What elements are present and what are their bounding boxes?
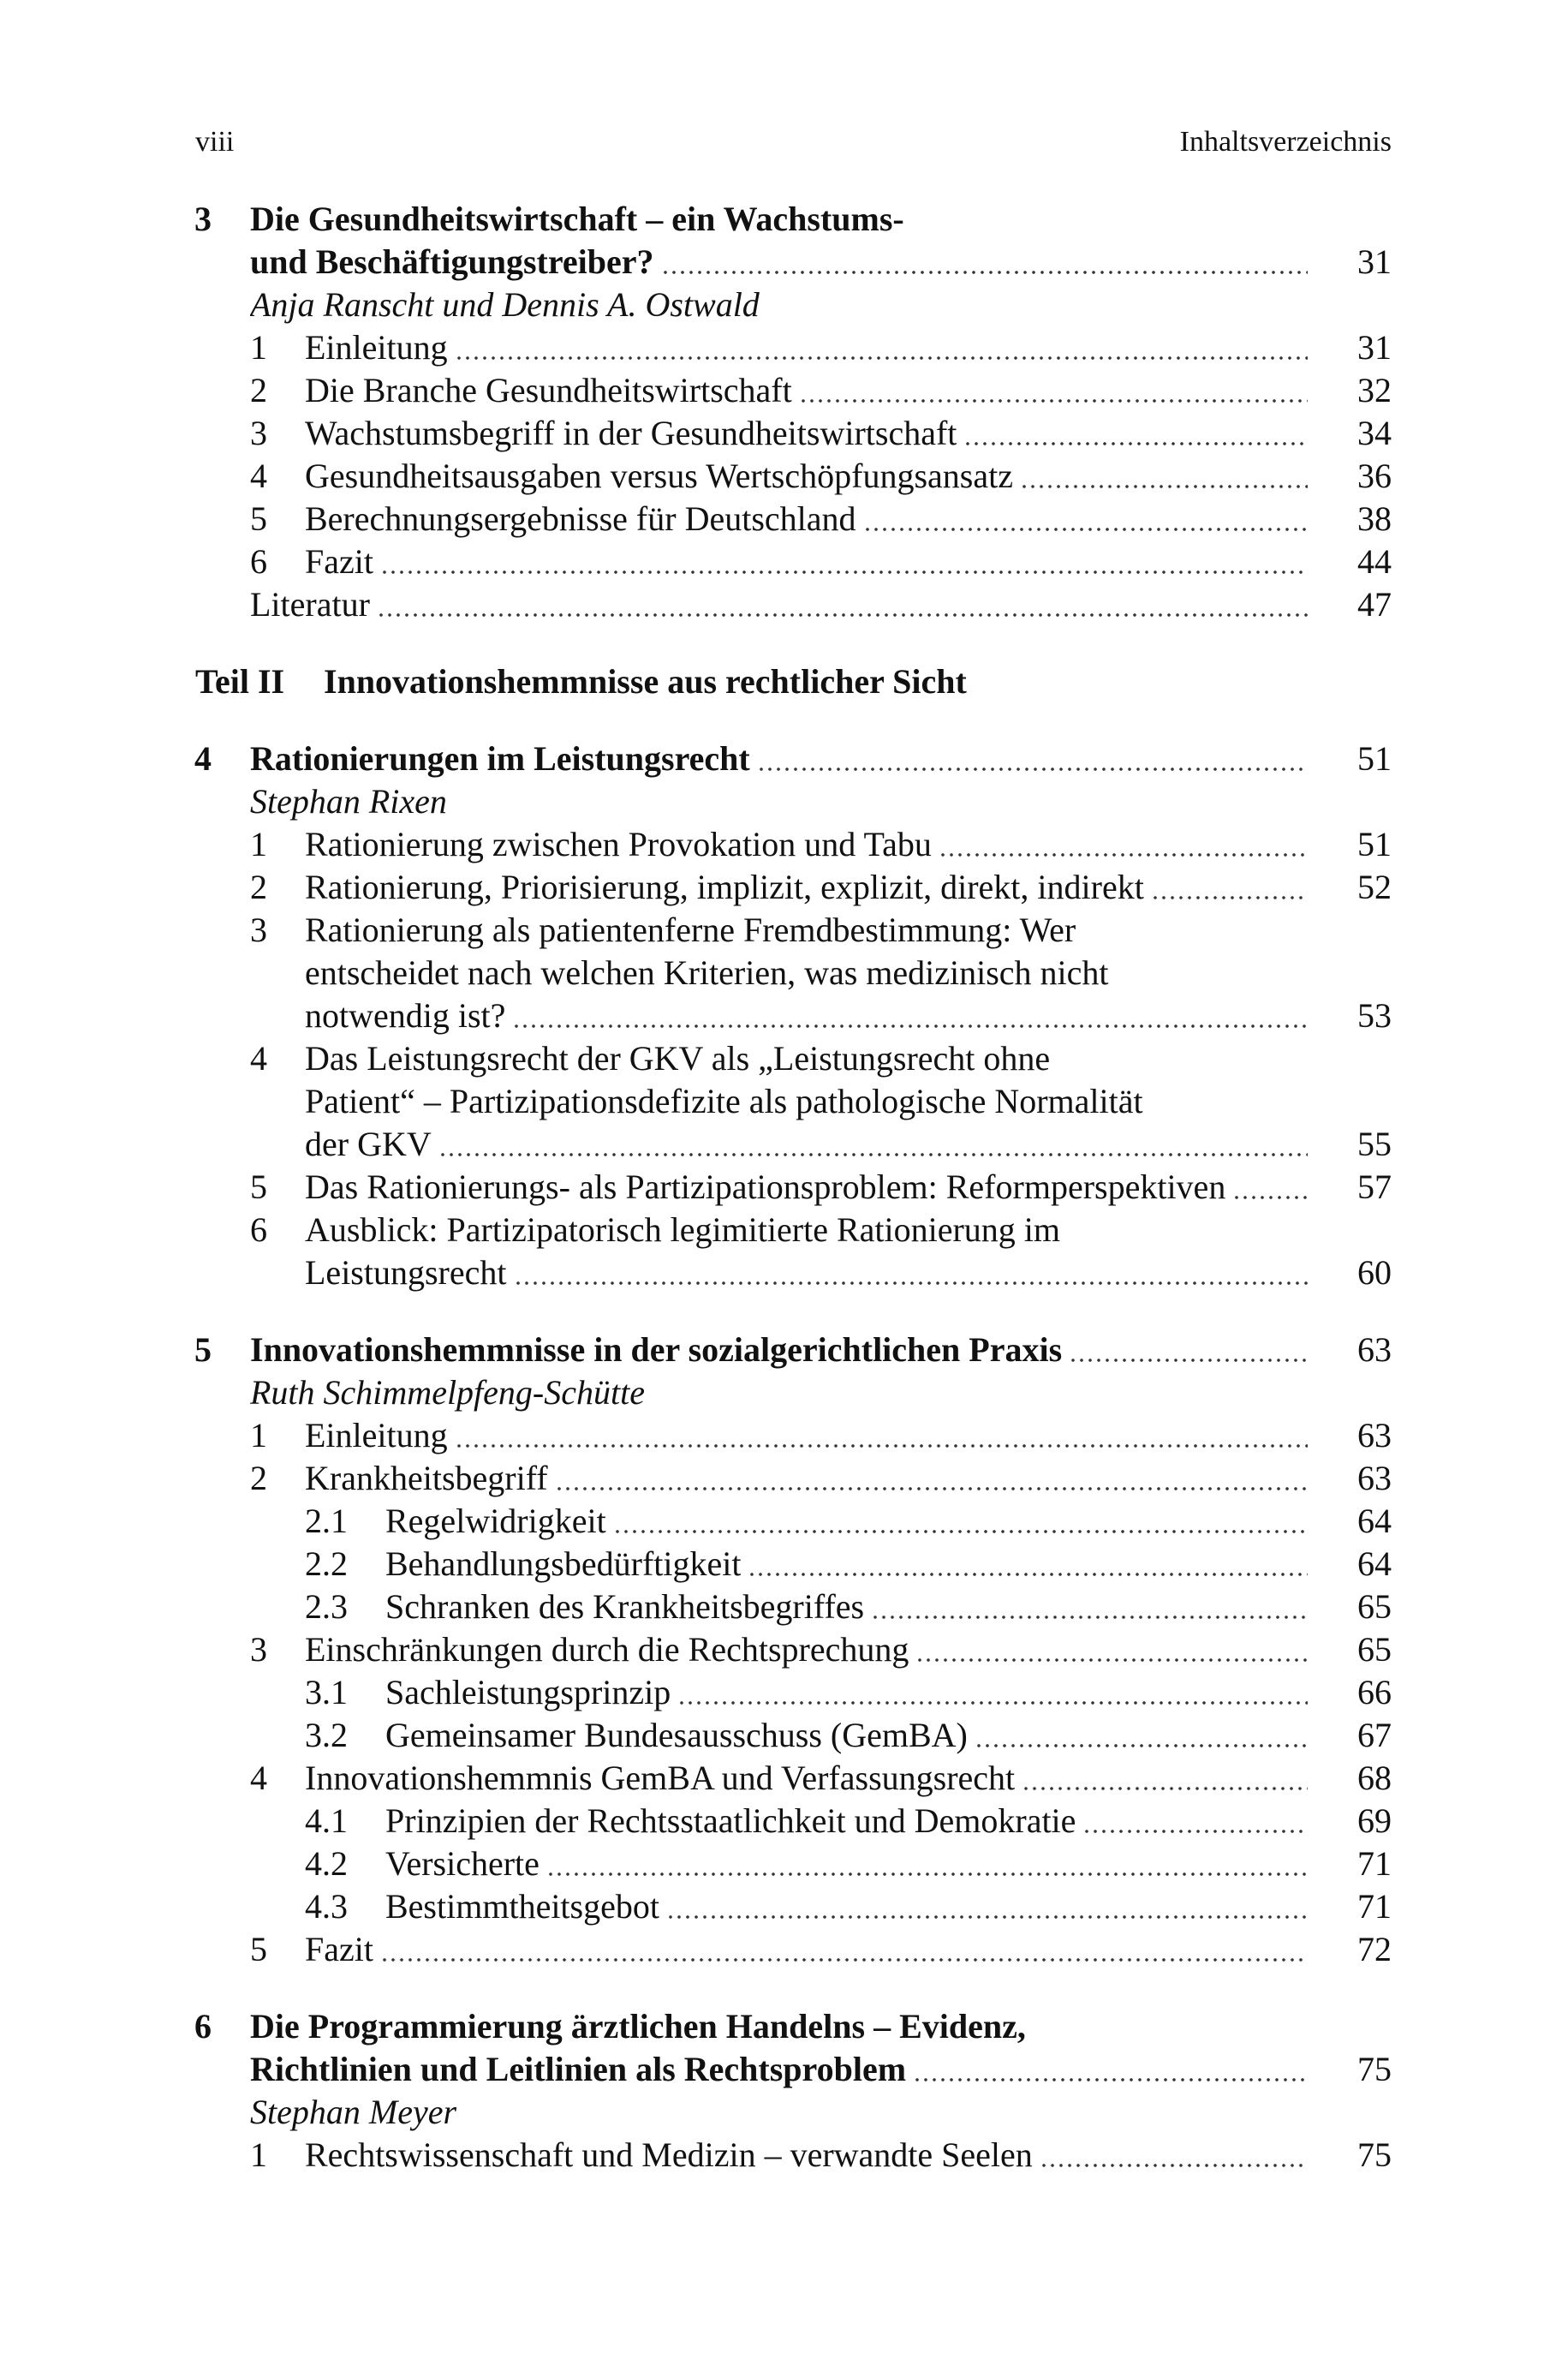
dot-leader xyxy=(799,385,1308,403)
dot-leader xyxy=(380,1944,1308,1962)
toc-subentry[interactable]: 3.1 Sachleistungsprinzip 66 xyxy=(250,1670,1392,1715)
chapter-number: 3 xyxy=(194,200,212,238)
toc-entry-line1[interactable]: 4 Das Leistungsrecht der GKV als „Leistungsrecht ohne xyxy=(250,1039,1051,1078)
toc-entry-line3[interactable]: der GKV 55 xyxy=(250,1122,1392,1167)
chapter-5-authors: Ruth Schimmelpfeng-Schütte xyxy=(250,1373,645,1412)
toc-entry[interactable]: 1 Rechtswissenschaft und Medizin – verwandte Seelen 75 xyxy=(250,2133,1392,2177)
dot-leader xyxy=(546,1859,1308,1876)
dot-leader xyxy=(1082,1816,1308,1833)
page-ref: 69 xyxy=(1357,1801,1392,1840)
dot-leader xyxy=(377,600,1308,617)
chapter-3-title-line2[interactable]: und Beschäftigungstreiber? 31 xyxy=(250,240,1392,284)
part-title[interactable]: Innovationshemmnisse aus rechtlicher Sicht xyxy=(324,662,967,701)
dot-leader xyxy=(555,1473,1308,1490)
page-ref: 66 xyxy=(1357,1673,1392,1711)
page-ref: 71 xyxy=(1357,1887,1392,1926)
page-ref: 32 xyxy=(1357,371,1392,409)
page-ref: 31 xyxy=(1357,328,1392,367)
page-ref: 64 xyxy=(1357,1544,1392,1583)
dot-leader xyxy=(1151,882,1308,899)
page-ref: 65 xyxy=(1357,1630,1392,1669)
dot-leader xyxy=(677,1687,1308,1705)
page-ref: 65 xyxy=(1357,1587,1392,1626)
page-ref: 75 xyxy=(1357,2135,1392,2174)
toc-entry[interactable]: 6 Fazit 44 xyxy=(250,540,1392,584)
toc-entry[interactable]: 4 Gesundheitsausgaben versus Wertschöpfungsansatz 36 xyxy=(250,454,1392,499)
chapter-3-authors: Anja Ranscht und Dennis A. Ostwald xyxy=(250,285,760,324)
toc-subentry[interactable]: 4.3 Bestimmtheitsgebot 71 xyxy=(250,1884,1392,1929)
running-title: Inhaltsverzeichnis xyxy=(1179,126,1392,158)
chapter-6-title-line2[interactable]: Richtlinien und Leitlinien als Rechtsproblem 75 xyxy=(250,2047,1392,2092)
toc-entry-line2[interactable]: Patient“ – Partizipationsdefizite als pathologische Normalität xyxy=(305,1082,1143,1120)
page-ref: 51 xyxy=(1357,739,1392,778)
dot-leader xyxy=(1020,471,1308,488)
toc-entry-literature[interactable]: Literatur 47 xyxy=(250,582,1392,627)
dot-leader xyxy=(975,1730,1308,1747)
toc-entry[interactable]: 1 Einleitung 31 xyxy=(250,325,1392,370)
dot-leader xyxy=(455,1430,1308,1448)
toc-subentry[interactable]: 2.2 Behandlungsbedürftigkeit 64 xyxy=(250,1542,1392,1586)
chapter-number: 4 xyxy=(194,739,212,778)
dot-leader xyxy=(455,343,1308,360)
dot-leader xyxy=(666,1902,1308,1919)
page-header xyxy=(195,125,1392,159)
toc-entry[interactable]: 1 Einleitung 63 xyxy=(250,1413,1392,1458)
dot-leader xyxy=(514,1268,1309,1285)
dot-leader xyxy=(1022,1773,1308,1790)
page-ref: 36 xyxy=(1357,457,1392,495)
toc-subentry[interactable]: 4.2 Versicherte 71 xyxy=(250,1842,1392,1886)
dot-leader xyxy=(748,1559,1308,1576)
page-ref: 72 xyxy=(1357,1930,1392,1968)
toc-entry[interactable]: 2 Rationierung, Priorisierung, implizit, explizit, direkt, indirekt 52 xyxy=(250,865,1392,910)
dot-leader xyxy=(380,557,1308,574)
toc-entry[interactable]: 3 Wachstumsbegriff in der Gesundheitswirtschaft 34 xyxy=(250,411,1392,456)
toc-entry-line2[interactable]: Leistungsrecht 60 xyxy=(250,1251,1392,1295)
chapter-number: 6 xyxy=(194,2007,212,2046)
toc-entry[interactable]: 2 Die Branche Gesundheitswirtschaft 32 xyxy=(250,368,1392,413)
toc-entry-line1[interactable]: 3 Rationierung als patientenferne Fremdbestimmung: Wer xyxy=(250,911,1076,949)
page-ref: 60 xyxy=(1357,1253,1392,1292)
dot-leader xyxy=(871,1602,1308,1619)
dot-leader xyxy=(438,1139,1308,1156)
toc-entry[interactable]: 1 Rationierung zwischen Provokation und Tabu 51 xyxy=(250,822,1392,867)
dot-leader xyxy=(1040,2150,1308,2167)
chapter-6-title-line1[interactable]: 6 Die Programmierung ärztlichen Handelns – Evidenz, xyxy=(250,2004,1392,2049)
page-ref: 31 xyxy=(1357,242,1392,281)
toc-entry[interactable]: 3 Einschränkungen durch die Rechtsprechung 65 xyxy=(250,1627,1392,1672)
toc-entry[interactable]: 5 Das Rationierungs- als Partizipationsproblem: Reformperspektiven 57 xyxy=(250,1165,1392,1209)
toc-subentry[interactable]: 3.2 Gemeinsamer Bundesausschuss (GemBA) 67 xyxy=(250,1713,1392,1758)
page-ref: 57 xyxy=(1357,1168,1392,1206)
chapter-number: 5 xyxy=(194,1330,212,1369)
toc-subentry[interactable]: 2.1 Regelwidrigkeit 64 xyxy=(250,1499,1392,1544)
page-ref: 64 xyxy=(1357,1502,1392,1540)
page-ref: 63 xyxy=(1357,1416,1392,1454)
dot-leader xyxy=(915,1645,1308,1662)
page-ref: 68 xyxy=(1357,1759,1392,1797)
page-ref: 55 xyxy=(1357,1125,1392,1163)
dot-leader xyxy=(913,2064,1308,2081)
dot-leader xyxy=(963,428,1308,445)
toc-entry[interactable]: 4 Innovationshemmnis GemBA und Verfassungsrecht 68 xyxy=(250,1756,1392,1801)
page-ref: 71 xyxy=(1357,1844,1392,1883)
dot-leader xyxy=(1069,1345,1308,1362)
dot-leader xyxy=(863,514,1308,531)
toc-entry[interactable]: 5 Fazit 72 xyxy=(250,1927,1392,1972)
page-ref: 67 xyxy=(1357,1716,1392,1754)
dot-leader xyxy=(512,1011,1308,1028)
page-ref: 47 xyxy=(1357,585,1392,624)
dot-leader xyxy=(1232,1182,1308,1199)
chapter-5-title[interactable]: 5 Innovationshemmnisse in der sozialgerichtlichen Praxis 63 xyxy=(250,1328,1392,1372)
toc-subentry[interactable]: 4.1 Prinzipien der Rechtsstaatlichkeit und Demokratie 69 xyxy=(250,1799,1392,1843)
toc-subentry[interactable]: 2.3 Schranken des Krankheitsbegriffes 65 xyxy=(250,1585,1392,1629)
page-ref: 34 xyxy=(1357,414,1392,452)
toc-entry-line2[interactable]: entscheidet nach welchen Kriterien, was medizinisch nicht xyxy=(305,953,1109,992)
toc-entry[interactable]: 2 Krankheitsbegriff 63 xyxy=(250,1456,1392,1501)
toc-entry[interactable]: 5 Berechnungsergebnisse für Deutschland 38 xyxy=(250,497,1392,541)
chapter-3-title-line1[interactable]: 3 Die Gesundheitswirtschaft – ein Wachstums- xyxy=(250,197,1392,242)
toc-entry-line3[interactable]: notwendig ist? 53 xyxy=(250,994,1392,1038)
dot-leader xyxy=(939,839,1308,857)
page-number: viii xyxy=(195,126,235,158)
page-ref: 63 xyxy=(1357,1459,1392,1497)
page-ref: 75 xyxy=(1357,2050,1392,2088)
page-ref: 51 xyxy=(1357,825,1392,863)
page-ref: 52 xyxy=(1357,868,1392,906)
dot-leader xyxy=(757,754,1308,771)
page-ref: 38 xyxy=(1357,499,1392,538)
chapter-4-authors: Stephan Rixen xyxy=(250,782,447,821)
page-ref: 63 xyxy=(1357,1330,1392,1369)
dot-leader xyxy=(661,257,1308,274)
chapter-6-authors: Stephan Meyer xyxy=(250,2093,457,2131)
toc-entry-line1[interactable]: 6 Ausblick: Partizipatorisch legimitierte Rationierung im xyxy=(250,1210,1061,1249)
chapter-4-title[interactable]: 4 Rationierungen im Leistungsrecht 51 xyxy=(250,737,1392,781)
page-ref: 53 xyxy=(1357,996,1392,1035)
part-label: Teil II xyxy=(195,662,285,701)
dot-leader xyxy=(613,1516,1308,1533)
page-ref: 44 xyxy=(1357,542,1392,581)
